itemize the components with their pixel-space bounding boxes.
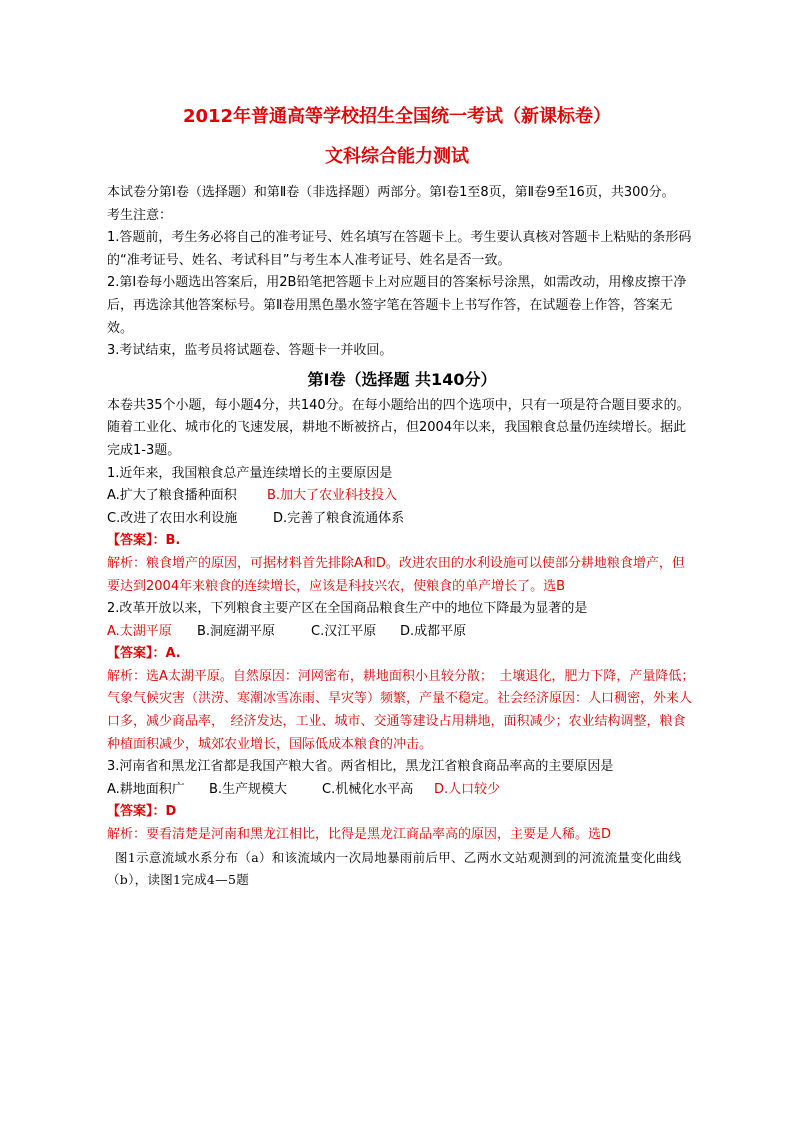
q1-option-c: C.改进了农田水利设施: [107, 510, 238, 526]
q2-option-c: C.汉江平原: [311, 623, 377, 639]
question-3-options: [107, 779, 697, 802]
question-2-options: [107, 621, 697, 644]
q2-option-d: D.成都平原: [400, 623, 467, 639]
question-3-stem: 3.河南省和黑龙江省都是我国产粮大省。两省相比，黑龙江省粮食商品率高的主要原因是: [107, 759, 614, 775]
q2-answer: 【答案】：A.: [107, 646, 181, 662]
question-2-stem: 2.改革开放以来，下列粮食主要产区在全国商品粮食生产中的地位下降最为显著的是: [107, 601, 588, 617]
q1-option-b: B.加大了农业科技投入: [267, 488, 398, 504]
question-1-options-row-2: [107, 508, 697, 531]
document-title: 2012年普通高等学校招生全国统一考试（新课标卷）: [182, 106, 612, 127]
q1-analysis: 解析：粮食增产的原因，可据材料首先排除A和D。改进农田的水利设施可以使部分耕地粮食增产，但要达到2004年来粮食的连续增长，应该是科技兴农，使粮食的单产增长了。选B: [107, 555, 685, 594]
q3-analysis: 解析：要看清楚是河南和黑龙江相比，比得是黑龙江商品率高的原因，主要是人稀。选D: [107, 827, 612, 843]
question-1-stem: 1.近年来，我国粮食总产量连续增长的主要原因是: [107, 465, 393, 481]
q2-analysis: 解析：选A太湖平原。自然原因：河网密布，耕地面积小且较分散； 土壤退化，肥力下降，产量降低；气象气候灾害（洪涝、寒潮冰雪冻雨、旱灾等）频繁，产量不稳定。社会经济原因：人口稠密，外来人口多，减少商品率， 经济发达，工业、城市、交通等建设占用耕地，面积减少；农业结构调整，粮食种植面积减少，城郊农业增长，国际低成本粮食的冲击。: [107, 668, 695, 752]
document-subtitle: 文科综合能力测试: [325, 146, 469, 167]
notice-item-1: 1.答题前，考生务必将自己的准考证号、姓名填写在答题卡上。考生要认真核对答题卡上粘贴的条形码的“准考证号、姓名、考试科目”与考生本人准考证号、姓名是否一致。: [107, 230, 692, 268]
notice-item-2: 2.第Ⅰ卷每小题选出答案后，用2B铅笔把答题卡上对应题目的答案标号涂黑，如需改动，用橡皮擦干净后，再选涂其他答案标号。第Ⅱ卷用黑色墨水签字笔在答题卡上书写作答，在试题卷上作答，答案无效。: [107, 275, 687, 336]
question-1-options-row-1: [107, 485, 697, 508]
document-body: [107, 182, 697, 892]
q3-option-b: B.生产规模大: [209, 781, 288, 797]
q1-answer: 【答案】：B.: [107, 533, 181, 549]
material-paragraph: 随着工业化、城市化的飞速发展，耕地不断被挤占，但2004年以来，我国粮食总量仍连续增长。据此完成1-3题。: [107, 420, 687, 458]
intro-paragraph: 本试卷分第Ⅰ卷（选择题）和第Ⅱ卷（非选择题）两部分。第Ⅰ卷1至8页，第Ⅱ卷9至16页，共300分。: [107, 185, 675, 200]
section-title: 第Ⅰ卷（选择题 共140分）: [307, 369, 497, 389]
q2-option-b: B.洞庭湖平原: [197, 623, 276, 639]
q3-option-d: D.人口较少: [434, 781, 501, 797]
q3-answer: 【答案】：D: [107, 804, 177, 820]
notice-heading: 考生注意：: [107, 207, 173, 223]
section-intro: 本卷共35个小题，每小题4分，共140分。在每小题给出的四个选项中，只有一项是符合题目要求的。: [107, 397, 690, 413]
figure-note: 图1示意流域水系分布（a）和该流域内一次局地暴雨前后甲、乙两水文站观测到的河流流量变化曲线（b），读图1完成4—5题: [107, 849, 682, 888]
q3-option-a: A.耕地面积广: [107, 781, 185, 797]
notice-item-3: 3.考试结束，监考员将试题卷、答题卡一并收回。: [107, 343, 393, 359]
q2-option-a: A.太湖平原: [107, 623, 172, 639]
q1-option-d: D.完善了粮食流通体系: [273, 510, 405, 526]
q1-option-a: A.扩大了粮食播种面积: [107, 488, 237, 504]
q3-option-c: C.机械化水平高: [322, 781, 414, 797]
